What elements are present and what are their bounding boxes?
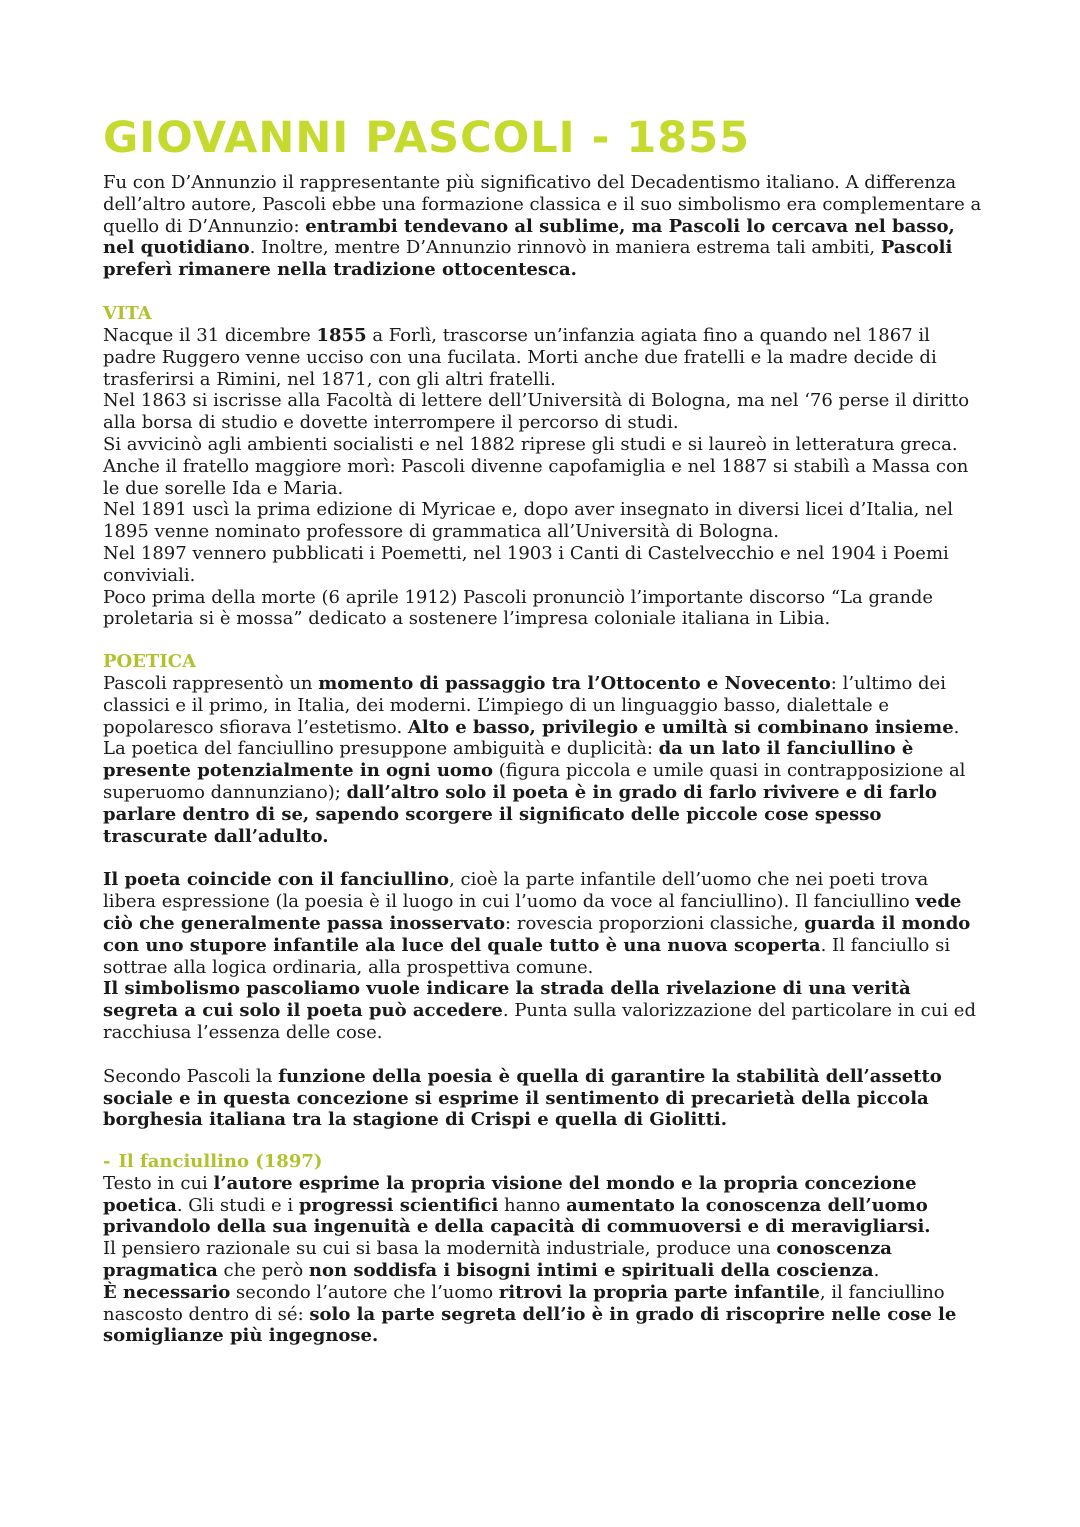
vita-paragraph-7: Poco prima della morte (6 aprile 1912) Pascoli pronunciò l’importante discorso “La grande proletaria si è mossa” dedicato a sostenere l’impresa coloniale italiana in Libia. <box>103 586 934 630</box>
bold-text: progressi scientifici <box>298 1194 499 1216</box>
poetica-heading: POETICA <box>103 651 197 672</box>
bold-text: funzione della poesia è quella di garantire la stabilità dell’assetto sociale e in questa concezione si esprime il sentimento di precarietà della piccola borghesia italiana tra la stagione di Crispi e quella di Giolitti. <box>103 1065 942 1131</box>
text: : l’ultimo dei classici e il primo, in Italia, dei moderni. L’impiego di un linguaggio basso, dialettale e popolaresco sfiorava l’estetismo. <box>103 673 946 738</box>
vita-paragraph-5: Nel 1891 uscì la prima edizione di Myricae e, dopo aver insegnato in diversi licei d’Italia, nel 1895 venne nominato professore di grammatica all’Università di Bologna. <box>103 499 954 543</box>
vita-birth-year: 1855 <box>316 325 367 346</box>
vita-section <box>103 303 983 630</box>
fanciullino-paragraph-2 <box>103 1238 983 1282</box>
bold-text: È necessario <box>103 1281 231 1303</box>
bold-text: Il simbolismo pascoliamo vuole indicare la strada della rivelazione di una verità segreta a cui solo il poeta può accedere <box>103 978 911 1022</box>
vita-paragraph-6: Nel 1897 vennero pubblicati i Poemetti, nel 1903 i Canti di Castelvecchio e nel 1904 i Poemi conviviali. <box>103 542 949 586</box>
text: . Il fanciullo si sottrae alla logica ordinaria, alla prospettiva comune. <box>103 934 951 978</box>
intro-paragraph <box>103 172 983 281</box>
bold-text: Alto e basso, privilegio e umiltà si combinano insieme <box>407 716 954 738</box>
poetica-paragraph-2 <box>103 738 983 847</box>
vita-text: a Forlì, trascorse un’infanzia agiata fino a quando nel 1867 il padre Ruggero venne ucciso con una fucilata. Morti anche due fratelli e la madre decide di trasferirsi a Rimini, nel 1871, con gli altri fratelli. <box>103 325 937 390</box>
intro-text-1: Fu con D’Annunzio il rappresentante più significativo del Decadentismo italiano. A differenza dell’altro autore, Pascoli ebbe una formazione classica e il suo simbolismo era complementare a quello di D’Annunzio: <box>103 172 982 237</box>
text: Secondo Pascoli la <box>103 1065 279 1087</box>
bold-text: non soddisfa i bisogni intimi e spirituali della coscienza <box>308 1259 874 1281</box>
intro-bold-2: Pascoli preferì rimanere nella tradizione ottocentesca. <box>103 237 953 281</box>
fanciullino-paragraph-3 <box>103 1282 983 1347</box>
page-title: GIOVANNI PASCOLI - 1855 <box>103 113 751 163</box>
text: . Punta sulla valorizzazione del particolare in cui ed racchiusa l’essenza delle cose. <box>103 1000 976 1043</box>
bold-text: aumentato la conoscenza dell’uomo privandolo della sua ingenuità e della capacità di commuoversi e di meravigliarsi. <box>103 1194 931 1238</box>
bold-text: ritrovi la propria parte infantile <box>498 1281 820 1303</box>
vita-text: Nacque il 31 dicembre <box>103 325 317 346</box>
text: . Gli studi e i <box>176 1194 299 1216</box>
bold-text: vede ciò che generalmente passa inosservato <box>103 891 962 934</box>
bold-text: conoscenza pragmatica <box>103 1238 892 1281</box>
bold-text: da un lato il fanciullino è presente potenzialmente in ogni uomo <box>103 738 914 782</box>
vita-paragraph-1 <box>103 325 983 390</box>
text: Pascoli rappresentò un <box>103 673 319 694</box>
bold-text: guarda il mondo con uno stupore infantile ala luce del quale tutto è una nuova scoperta <box>103 912 971 956</box>
bold-text: momento di passaggio tra l’Ottocento e Novecento <box>318 673 831 694</box>
fanciullino-paragraph-1 <box>103 1173 983 1238</box>
bold-text: l’autore esprime la propria visione del mondo e la propria concezione poetica <box>103 1172 917 1216</box>
text: secondo l’autore che l’uomo <box>230 1281 499 1303</box>
dash-bullet: - <box>103 1151 111 1172</box>
text: hanno <box>498 1194 567 1216</box>
text: Il pensiero razionale su cui si basa la modernità industriale, produce una <box>103 1238 777 1260</box>
text: , cioè la parte infantile dell’uomo che nei poeti trova libera espressione (la poesia è il luogo in cui l’uomo da voce al fanciullino). Il fanciullino <box>103 869 929 913</box>
bold-text: solo la parte segreta dell’io è in grado di riscoprire nelle cose le somiglianze più ingegnose. <box>103 1303 957 1347</box>
vita-paragraph-2: Nel 1863 si iscrisse alla Facoltà di lettere dell’Università di Bologna, ma nel ‘76 perse il diritto alla borsa di studio e dovette interrompere il percorso di studi. <box>103 390 970 434</box>
poetica-section <box>103 651 983 1131</box>
text: : rovescia proporzioni classiche, <box>505 912 805 934</box>
vita-paragraph-3: Si avvicinò agli ambienti socialisti e nel 1882 riprese gli studi e si laureò in letteratura greca. <box>103 433 958 455</box>
vita-paragraph-4: Anche il fratello maggiore morì: Pascoli divenne capofamiglia e nel 1887 si stabilì a Massa con le due sorelle Ida e Maria. <box>103 455 969 499</box>
spacer <box>103 1044 983 1066</box>
bold-text: Il poeta coincide con il fanciullino <box>103 869 450 891</box>
intro-bold-1: entrambi tendevano al sublime, ma Pascoli lo cercava nel basso, nel quotidiano <box>103 215 955 259</box>
intro-text-2: . Inoltre, mentre D’Annunzio rinnovò in maniera estrema tali ambiti, <box>249 237 881 259</box>
spacer <box>103 847 983 869</box>
text: Testo in cui <box>103 1172 214 1194</box>
text: La poetica del fanciullino presuppone ambiguità e duplicità: <box>103 738 659 760</box>
text: . <box>873 1259 880 1281</box>
poetica-paragraph-1 <box>103 673 983 738</box>
fanciullino-section <box>103 1151 983 1347</box>
poetica-paragraph-4 <box>103 978 983 1043</box>
poetica-paragraph-3 <box>103 869 983 978</box>
fanciullino-heading-row <box>103 1151 983 1173</box>
text: . <box>953 716 960 738</box>
vita-heading: VITA <box>103 303 152 324</box>
poetica-paragraph-5 <box>103 1066 983 1131</box>
text: , il fanciullino nascosto dentro di sé: <box>103 1281 945 1325</box>
text: (figura piccola e umile quasi in contrapposizione al superuomo dannunziano); <box>103 760 966 803</box>
fanciullino-heading: Il fanciullino (1897) <box>118 1151 323 1172</box>
bold-text: dall’altro solo il poeta è in grado di farlo rivivere e di farlo parlare dentro di se, sapendo scorgere il significato delle piccole cose spesso trascurate dall’adulto. <box>103 781 937 847</box>
intro-section <box>103 172 983 281</box>
text: che però <box>217 1259 309 1281</box>
